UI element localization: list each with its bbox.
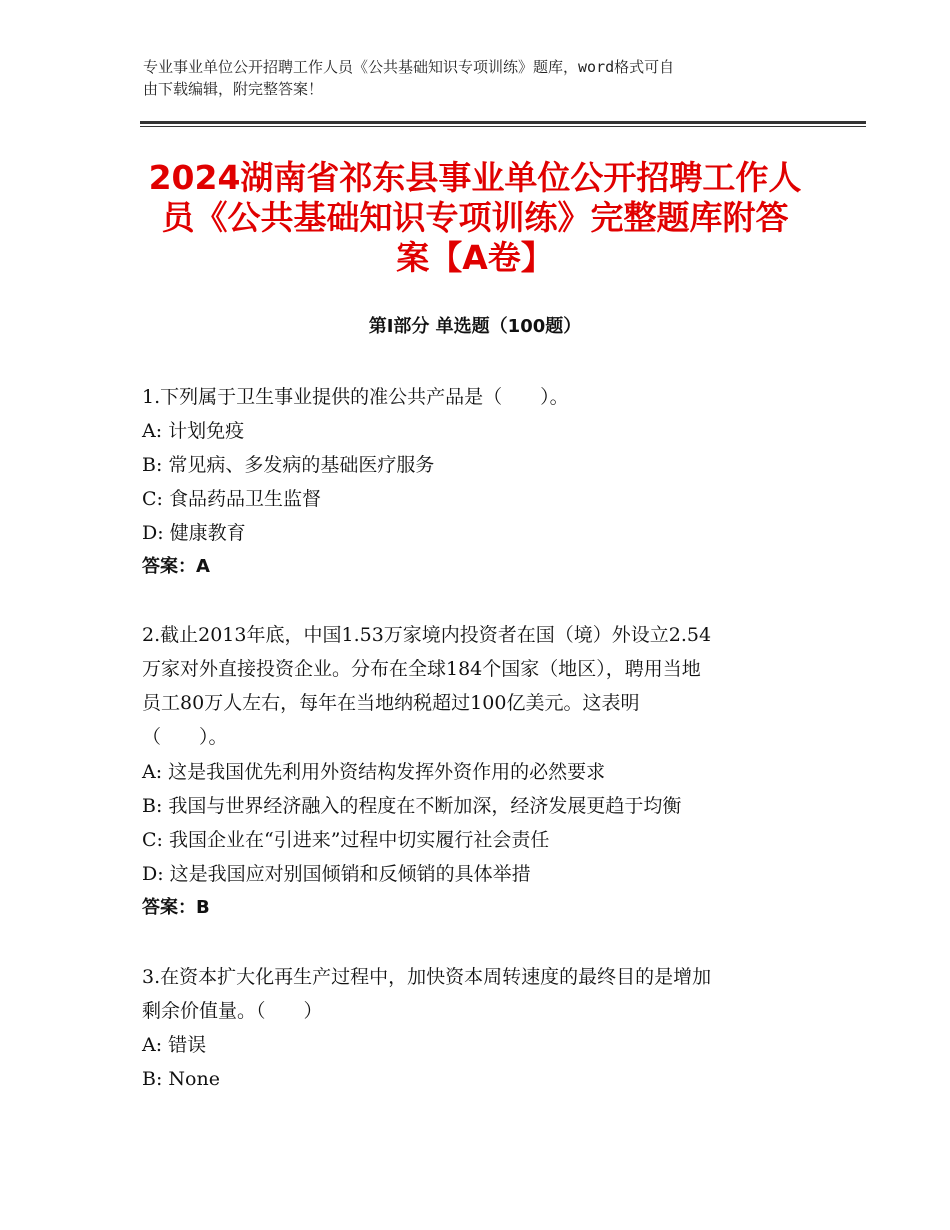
question-2-answer: 答案：B — [142, 897, 210, 918]
question-2-option-b: B: 我国与世界经济融入的程度在不断加深，经济发展更趋于均衡 — [142, 795, 682, 817]
document-title-line-2: 员《公共基础知识专项训练》完整题库附答 — [161, 198, 789, 237]
document-title — [140, 158, 810, 278]
question-2-stem-line-3: 员工80万人左右，每年在当地纳税超过100亿美元。这表明 — [142, 692, 640, 714]
question-1-answer: 答案：A — [142, 556, 210, 577]
question-3-option-a: A: 错误 — [142, 1034, 207, 1056]
document-title-line-3: 案【A卷】 — [396, 238, 554, 277]
header-rule-thick — [140, 121, 866, 124]
question-2-option-c: C: 我国企业在“引进来”过程中切实履行社会责任 — [142, 829, 550, 851]
question-2-stem-line-1: 2.截止2013年底，中国1.53万家境内投资者在国（境）外设立2.54 — [142, 624, 712, 646]
question-2-option-a: A: 这是我国优先利用外资结构发挥外资作用的必然要求 — [142, 761, 606, 783]
question-1-option-b: B: 常见病、多发病的基础医疗服务 — [142, 454, 435, 476]
header-note — [143, 56, 808, 100]
question-2-option-d: D: 这是我国应对别国倾销和反倾销的具体举措 — [142, 863, 531, 885]
header-note-line-1: 专业事业单位公开招聘工作人员《公共基础知识专项训练》题库，word格式可自 — [143, 58, 675, 76]
question-3-option-b: B: None — [142, 1068, 220, 1090]
question-3-stem-line-2: 剩余价值量。（ ） — [142, 1000, 323, 1022]
question-3-stem-line-1: 3.在资本扩大化再生产过程中，加快资本周转速度的最终目的是增加 — [142, 966, 712, 988]
question-2-stem-line-4: （ ）。 — [142, 726, 228, 748]
question-2-stem-line-2: 万家对外直接投资企业。分布在全球184个国家（地区），聘用当地 — [142, 658, 701, 680]
header-rule-thin — [140, 126, 866, 127]
question-1-option-c: C: 食品药品卫生监督 — [142, 488, 321, 510]
header-note-line-2: 由下载编辑，附完整答案！ — [143, 80, 324, 98]
question-1-stem: 1.下列属于卫生事业提供的准公共产品是（ ）。 — [142, 386, 569, 408]
document-title-line-1: 2024湖南省祁东县事业单位公开招聘工作人 — [148, 158, 802, 197]
section-title: 第Ⅰ部分 单选题（100题） — [368, 316, 582, 337]
question-1-option-a: A: 计划免疫 — [142, 420, 245, 442]
question-1-option-d: D: 健康教育 — [142, 522, 246, 544]
